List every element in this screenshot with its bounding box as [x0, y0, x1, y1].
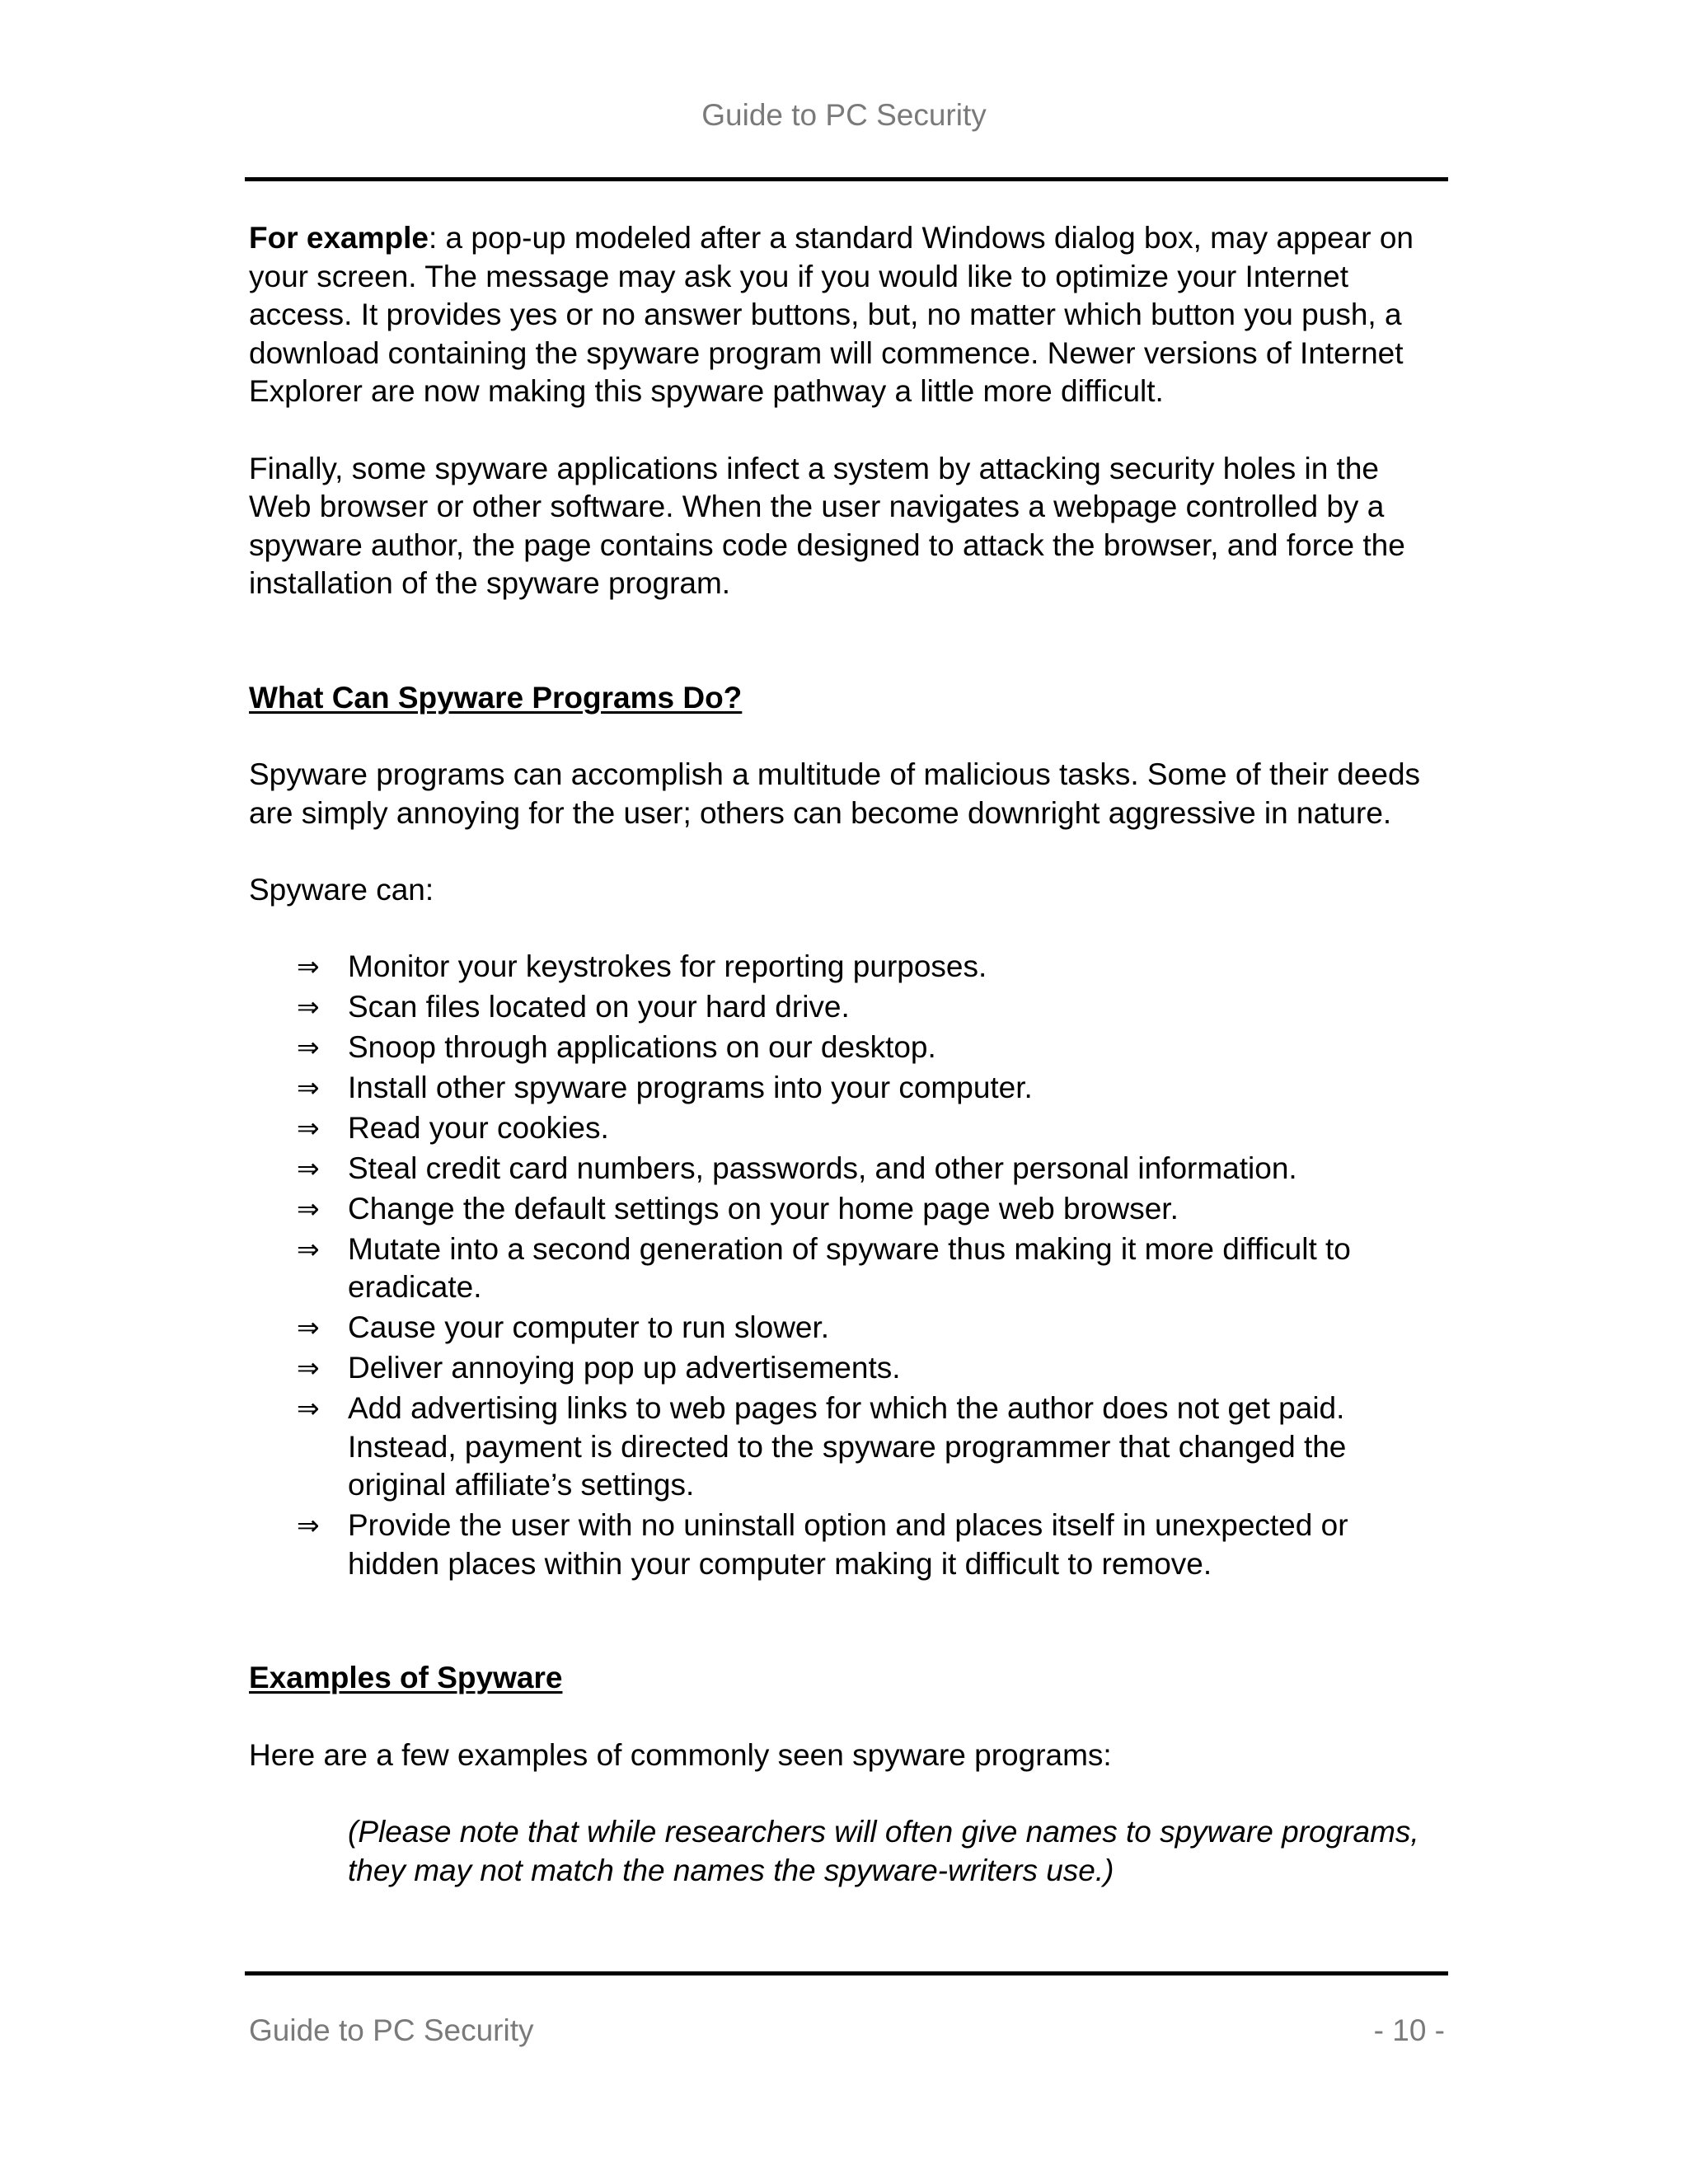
- list-item: [249, 948, 1436, 987]
- double-arrow-icon: ⇒: [297, 990, 320, 1023]
- page-content: [249, 219, 1436, 1890]
- list-item-text: Install other spyware programs into your computer.: [348, 1070, 1033, 1104]
- list-item: [249, 1190, 1436, 1229]
- footer-rule: [245, 1971, 1448, 1975]
- list-item: [249, 1507, 1436, 1583]
- double-arrow-icon: ⇒: [297, 949, 320, 982]
- list-item: [249, 1069, 1436, 1108]
- list-item-text: Change the default settings on your home page web browser.: [348, 1191, 1179, 1226]
- list-item-text: Monitor your keystrokes for reporting purposes.: [348, 949, 987, 983]
- double-arrow-icon: ⇒: [297, 1030, 320, 1063]
- example-text: : a pop-up modeled after a standard Windows dialog box, may appear on your screen. The message may ask you if you would like to optimize your Internet access. It provides yes or no answer buttons, but, no matter which button you push, a download containing the spyware program will commence. Newer versions of Internet Explorer are now making this spyware pathway a little more difficult.: [249, 221, 1414, 408]
- list-item: [249, 1150, 1436, 1188]
- list-item: [249, 988, 1436, 1027]
- section1-intro-paragraph: Spyware programs can accomplish a multitude of malicious tasks. Some of their deeds are simply annoying for the user; others can become downright aggressive in nature.: [249, 757, 1421, 830]
- list-item: [249, 1349, 1436, 1388]
- list-item-text: Mutate into a second generation of spyware thus making it more difficult to eradicate.: [348, 1231, 1351, 1304]
- spyware-can-label: Spyware can:: [249, 873, 434, 907]
- list-item: [249, 1230, 1436, 1307]
- double-arrow-icon: ⇒: [297, 1392, 320, 1424]
- section-heading-examples-of-spyware: Examples of Spyware: [249, 1661, 563, 1694]
- footer-title: Guide to PC Security: [249, 2013, 534, 2047]
- list-item-text: Read your cookies.: [348, 1110, 609, 1145]
- double-arrow-icon: ⇒: [297, 1352, 320, 1384]
- list-item: [249, 1029, 1436, 1067]
- section2-intro-paragraph: Here are a few examples of commonly seen spyware programs:: [249, 1737, 1112, 1772]
- page-number: - 10 -: [1373, 2013, 1445, 2047]
- list-item: [249, 1109, 1436, 1148]
- italic-note: (Please note that while researchers will often give names to spyware programs, they may not match the names the spyware-writers use.): [348, 1815, 1419, 1887]
- double-arrow-icon: ⇒: [297, 1111, 320, 1144]
- list-item-text: Add advertising links to web pages for which the author does not get paid. Instead, payment is directed to the spyware programmer that changed the original affiliate’s settings.: [348, 1391, 1347, 1502]
- double-arrow-icon: ⇒: [297, 1232, 320, 1265]
- header-rule: [245, 177, 1448, 181]
- example-label: For example: [249, 221, 429, 255]
- list-item-text: Snoop through applications on our desktop.: [348, 1029, 936, 1064]
- list-item-text: Steal credit card numbers, passwords, and other personal information.: [348, 1151, 1297, 1185]
- finally-paragraph: Finally, some spyware applications infect a system by attacking security holes in the Web browser or other software. When the user navigates a webpage controlled by a spyware author, the page contains code designed to attack the browser, and force the installation of the spyware program.: [249, 451, 1405, 600]
- list-item: [249, 1390, 1436, 1505]
- double-arrow-icon: ⇒: [297, 1509, 320, 1541]
- example-paragraph: [249, 219, 1436, 411]
- list-item-text: Deliver annoying pop up advertisements.: [348, 1351, 901, 1385]
- section-heading-what-can-spyware-do: What Can Spyware Programs Do?: [249, 680, 743, 715]
- list-item-text: Cause your computer to run slower.: [348, 1310, 830, 1344]
- double-arrow-icon: ⇒: [297, 1192, 320, 1225]
- spyware-capabilities-list: [249, 948, 1436, 1584]
- list-item-text: Scan files located on your hard drive.: [348, 989, 850, 1024]
- header-title: Guide to PC Security: [701, 98, 987, 132]
- double-arrow-icon: ⇒: [297, 1071, 320, 1104]
- list-item-text: Provide the user with no uninstall option and places itself in unexpected or hidden places within your computer making it difficult to remove.: [348, 1508, 1348, 1581]
- double-arrow-icon: ⇒: [297, 1311, 320, 1343]
- double-arrow-icon: ⇒: [297, 1151, 320, 1184]
- list-item: [249, 1309, 1436, 1347]
